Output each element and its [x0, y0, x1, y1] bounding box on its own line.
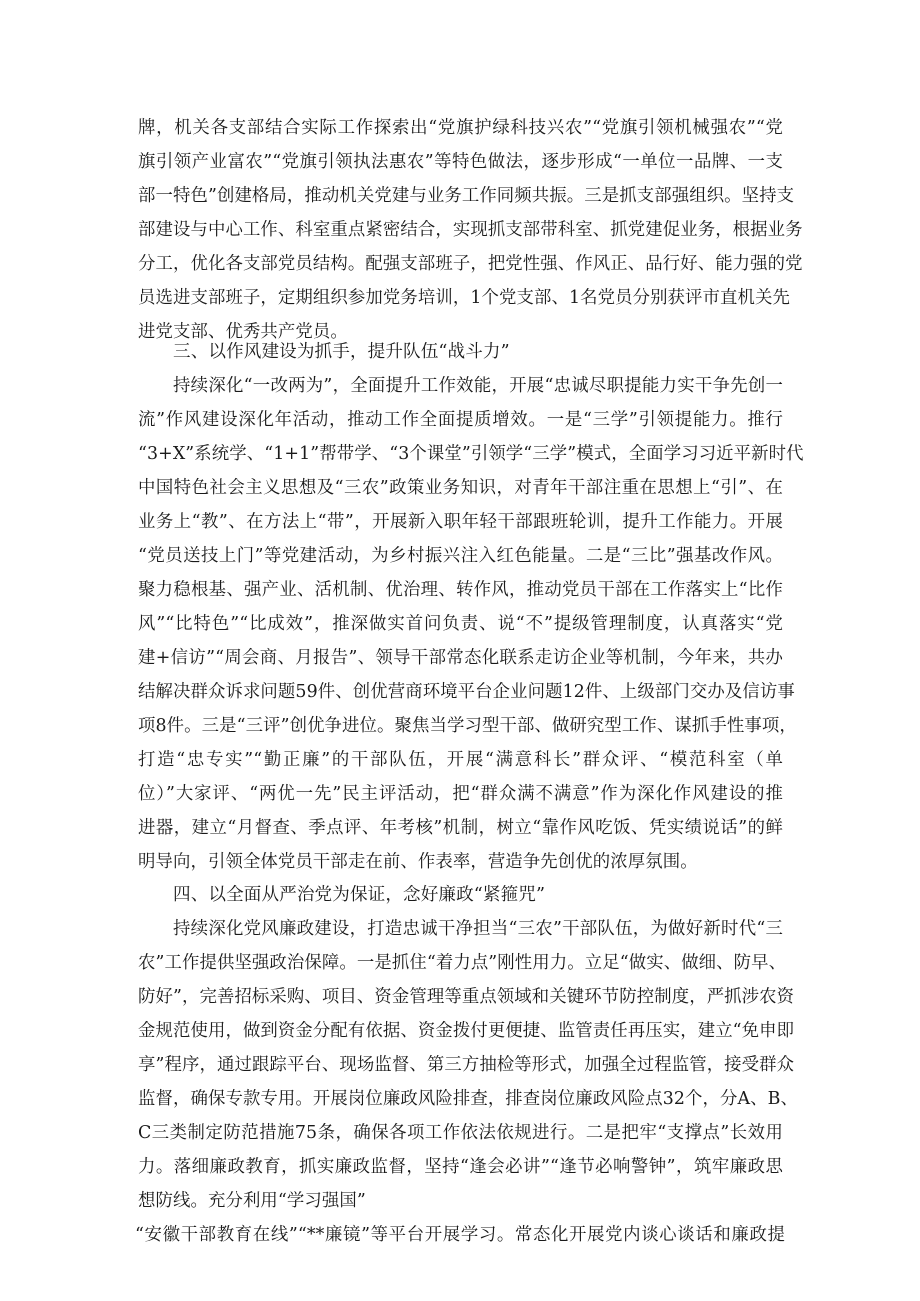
- paragraph-line: 金规范使用，做到资金分配有依据、资金拨付更便捷、监管责任再压实，建立“免申即: [138, 1021, 795, 1041]
- paragraph-line: 旗引领产业富农”“党旗引领执法惠农”等特色做法，逐步形成“一单位一品牌、一支: [138, 152, 783, 172]
- paragraph-line: 流”作风建设深化年活动，推动工作全面提质增效。一是“三学”引领提能力。推行: [138, 410, 783, 430]
- paragraph-line: 分工，优化各支部党员结构。配强支部班子，把党性强、作风正、品行好、能力强的党: [138, 254, 803, 274]
- paragraph-line: 想防线。充分利用“学习强国”: [138, 1191, 366, 1211]
- paragraph-line: 项8件。三是“三评”创优争进位。聚焦当学习型干部、做研究型工作、谋抓手性事项，: [138, 716, 797, 736]
- paragraph-line: 明导向，引领全体党员干部走在前、作表率，营造争先创优的浓厚氛围。: [138, 852, 698, 872]
- paragraph-line: 中国特色社会主义思想及“三农”政策业务知识，对青年干部注重在思想上“引”、在: [138, 478, 783, 498]
- paragraph-line: 结解决群众诉求问题59件、创优营商环境平台企业问题12件、上级部门交办及信访事: [138, 682, 795, 702]
- paragraph-line: 建+信访”“周会商、月报告”、领导干部常态化联系走访企业等机制，今年来，共办: [138, 648, 783, 668]
- paragraph-line: 部一特色”创建格局，推动机关党建与业务工作同频共振。三是抓支部强组织。坚持支: [138, 186, 795, 206]
- paragraph-line: C三类制定防范措施75条，确保各项工作依法依规进行。二是把牢“支撑点”长效用: [138, 1123, 783, 1143]
- paragraph-line: 部建设与中心工作、科室重点紧密结合，实现抓支部带科室、抓党建促业务，根据业务: [138, 220, 803, 240]
- section-heading: 三、以作风建设为抓手，提升队伍“战斗力”: [173, 342, 510, 362]
- paragraph-line: 业务上“教”、在方法上“带”，开展新入职年轻干部跟班轮训，提升工作能力。开展: [138, 512, 783, 532]
- section-heading: 四、以全面从严治党为保证，念好廉政“紧箍咒”: [173, 885, 546, 905]
- paragraph-line: 监督，确保专款专用。开展岗位廉政风险排查，排查岗位廉政风险点32个，分A、B、: [138, 1089, 799, 1109]
- paragraph-line: 进党支部、优秀共产党员。: [138, 322, 348, 342]
- paragraph-line: 员选进支部班子，定期组织参加党务培训，1个党支部、1名党员分别获评市直机关先: [138, 288, 790, 308]
- paragraph-line: 进器，建立“月督查、季点评、年考核”机制，树立“靠作风吃饭、凭实绩说话”的鲜: [138, 818, 783, 838]
- paragraph-line: 农”工作提供坚强政治保障。一是抓住“着力点”刚性用力。立足“做实、做细、防早、: [138, 953, 787, 973]
- paragraph-line: 风”“比特色”“比成效”，推深做实首问负责、说“不”提级管理制度，认真落实“党: [138, 614, 783, 634]
- paragraph-line: 持续深化“一改两为”，全面提升工作效能，开展“忠诚尽职提能力实干争先创一: [173, 376, 783, 396]
- paragraph-line: “党员送技上门”等党建活动，为乡村振兴注入红色能量。二是“三比”强基改作风。: [138, 546, 783, 566]
- paragraph-line: “3+X”系统学、“1+1”帮带学、“3个课堂”引领学“三学”模式，全面学习习近平新时代: [138, 444, 804, 464]
- paragraph-line: 力。落细廉政教育，抓实廉政监督，坚持“逢会必讲”“逢节必响警钟”，筑牢廉政思: [138, 1157, 783, 1177]
- paragraph-line: “安徽干部教育在线”“**廉镜”等平台开展学习。常态化开展党内谈心谈话和廉政提: [135, 1225, 785, 1245]
- paragraph-line: 持续深化党风廉政建设，打造忠诚干净担当“三农”干部队伍，为做好新时代“三: [173, 919, 783, 939]
- paragraph-line: 位）”大家评、“两优一先”民主评活动，把“群众满不满意”作为深化作风建设的推: [138, 784, 783, 804]
- paragraph-line: 打造“忠专实”“勤正廉”的干部队伍，开展“满意科长”群众评、“模范科室（单: [138, 750, 783, 770]
- paragraph-line: 牌，机关各支部结合实际工作探索出“党旗护绿科技兴农”“党旗引领机械强农”“党: [138, 118, 783, 138]
- paragraph-line: 防好”，完善招标采购、项目、资金管理等重点领域和关键环节防控制度，严抓涉农资: [138, 987, 795, 1007]
- paragraph-line: 聚力稳根基、强产业、活机制、优治理、转作风，推动党员干部在工作落实上“比作: [138, 580, 783, 600]
- paragraph-line: 享”程序，通过跟踪平台、现场监督、第三方抽检等形式，加强全过程监管，接受群众: [138, 1055, 795, 1075]
